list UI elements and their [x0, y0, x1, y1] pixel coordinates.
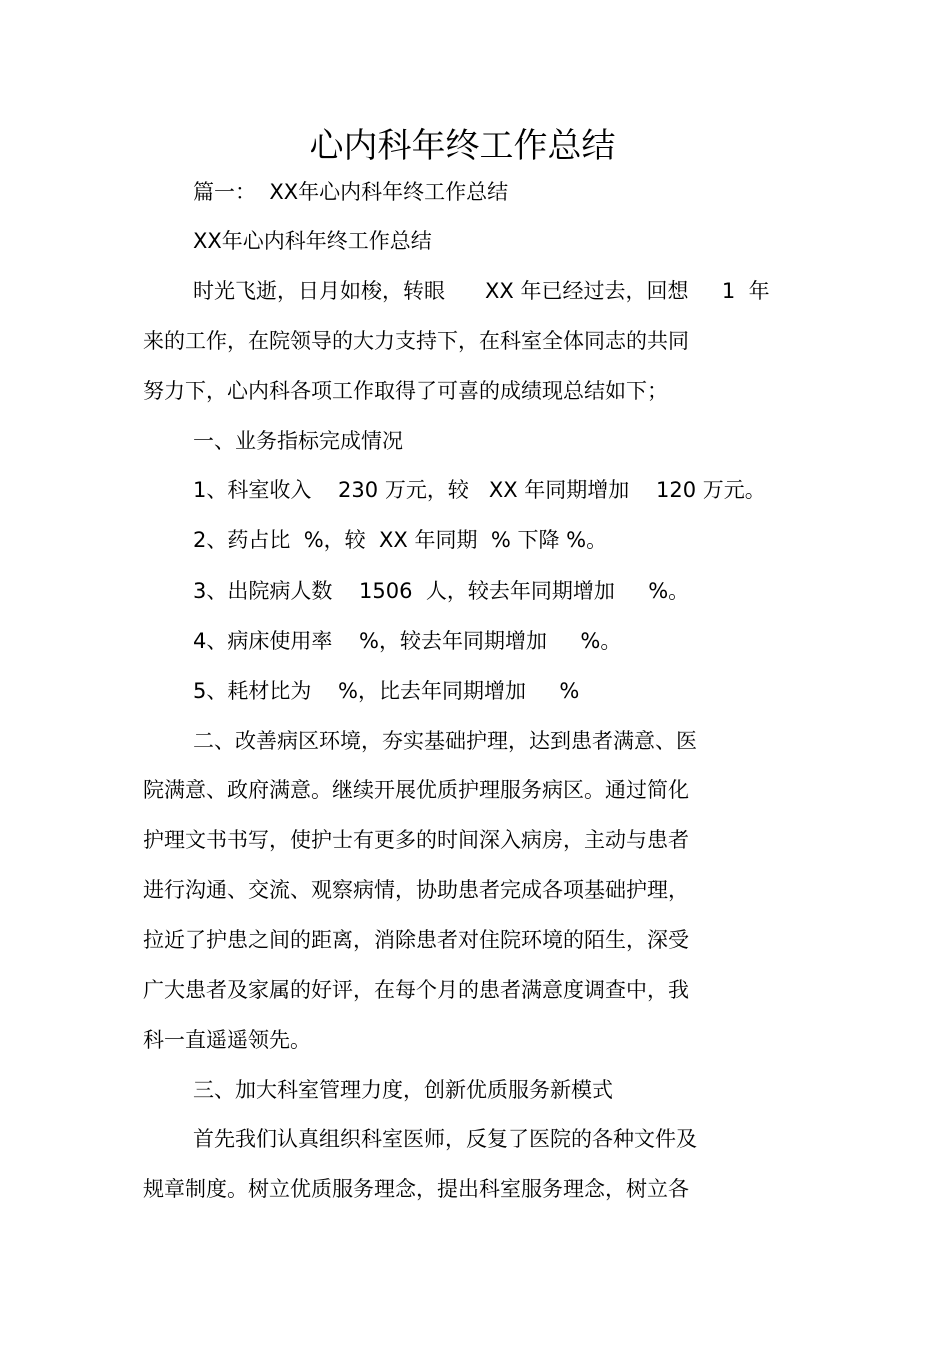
paragraph-line: 来的工作，在院领导的大力支持下，在科室全体同志的共同	[143, 329, 689, 353]
paragraph-line: 护理文书书写，使护士有更多的时间深入病房，主动与患者	[143, 828, 689, 852]
document-title: 心内科年终工作总结	[309, 126, 616, 166]
section-heading: 三、加大科室管理力度，创新优质服务新模式	[193, 1078, 613, 1102]
paragraph-line: 广大患者及家属的好评，在每个月的患者满意度调查中，我	[143, 978, 689, 1002]
paragraph-line: 时光飞逝，日月如梭，转眼 XX 年已经过去，回想 1 年	[193, 279, 770, 303]
list-item: 5、耗材比为 %，比去年同期增加 %	[193, 679, 580, 703]
section-heading: XX年心内科年终工作总结	[193, 229, 432, 253]
list-item: 4、病床使用率 %，较去年同期增加 %。	[193, 629, 622, 653]
paragraph-line: 首先我们认真组织科室医师，反复了医院的各种文件及	[193, 1127, 697, 1151]
paragraph-line: 院满意、政府满意。继续开展优质护理服务病区。通过简化	[143, 778, 689, 802]
paragraph-line: 进行沟通、交流、观察病情，协助患者完成各项基础护理，	[143, 878, 689, 902]
paragraph-line: 规章制度。树立优质服务理念，提出科室服务理念，树立各	[143, 1177, 689, 1201]
list-item: 2、药占比 %，较 XX 年同期 % 下降 %。	[193, 528, 608, 552]
paragraph-line: 二、改善病区环境，夯实基础护理，达到患者满意、医	[193, 729, 697, 753]
section-heading: 一、业务指标完成情况	[193, 429, 403, 453]
list-item: 3、出院病人数 1506 人，较去年同期增加 %。	[193, 579, 690, 603]
paragraph-line: 努力下，心内科各项工作取得了可喜的成绩现总结如下；	[143, 379, 668, 403]
list-item: 1、科室收入 230 万元，较 XX 年同期增加 120 万元。	[193, 478, 766, 502]
paragraph-line: 科一直遥遥领先。	[143, 1028, 311, 1052]
subtitle-line: 篇一： XX年心内科年终工作总结	[193, 180, 509, 204]
paragraph-line: 拉近了护患之间的距离，消除患者对住院环境的陌生，深受	[143, 928, 689, 952]
